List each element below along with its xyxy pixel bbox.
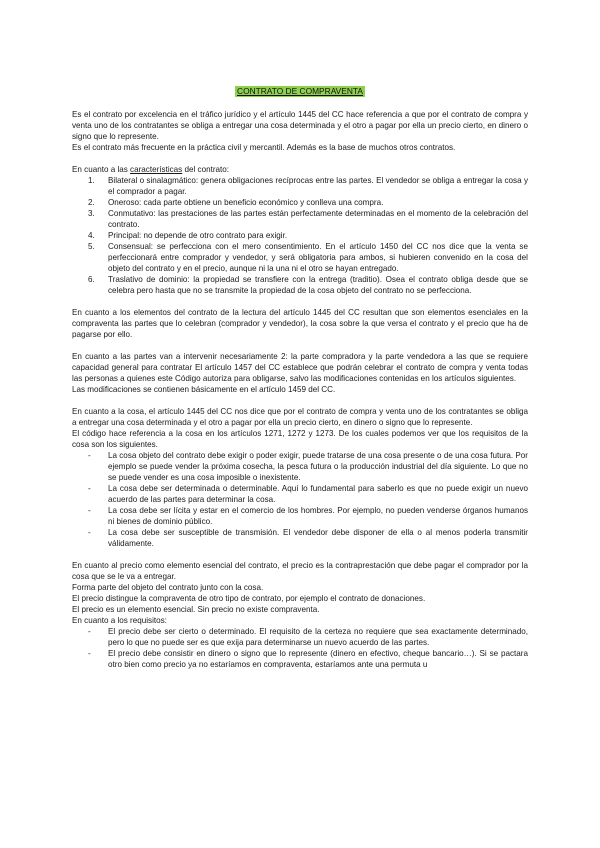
characteristic-item [72,241,528,274]
elements-paragraph: En cuanto a los elementos del contrato de la lectura del artículo 1445 del CC resultan que son elementos esenciales en la compraventa las partes que lo celebran (comprador y vendedor), la cosa sobre la que versa el contrato y el precio que ha de pagarse por ello. [72,308,528,339]
characteristics-list [72,175,528,296]
characteristics-lead-after: del contrato: [182,165,230,174]
thing-requirement-text: La cosa objeto del contrato debe exigir o poder exigir, puede tratarse de una cosa presente o de una cosa futura. Por ejemplo se puede vender la próxima cosecha, la pesca futura o la producción industrial del día siguiente. Lo que no se puede vender es una cosa imposible o inexistente. [108,451,528,482]
thing-requirement-item [72,505,528,527]
spacer [72,296,528,307]
title-row [72,86,528,97]
characteristic-item [72,197,528,208]
thing-requirement-item [72,450,528,483]
price-requirement-text: El precio debe consistir en dinero o signo que lo represente (dinero en efectivo, cheque bancario…). Si se pactara otro bien como precio ya no estaríamos en compraventa, estaríamos ante una permuta u [108,649,528,669]
intro-paragraph-1: Es el contrato por excelencia en el tráfico jurídico y el artículo 1445 del CC hace referencia a que por el contrato de compra y venta uno de los contratantes se obliga a entregar una cosa determinada y el otro a pagar por ella un precio cierto, en dinero o signo que lo represente. [72,110,528,141]
price-paragraph-3: El precio distingue la compraventa de otro tipo de contrato, por ejemplo el contrato de donaciones. [72,594,426,603]
characteristic-text: Bilateral o sinalagmático: genera obligaciones recíprocas entre las partes. El vendedor se obliga a entregar la cosa y el comprador a pagar. [108,176,528,196]
thing-requirements-list [72,450,528,549]
list-dash: - [88,649,91,658]
spacer [72,340,528,351]
list-dash: - [88,627,91,636]
characteristic-item [72,230,528,241]
characteristic-text: Traslativo de dominio: la propiedad se transfiere con la entrega (traditio). Osea el contrato obliga desde que se celebra pero hasta que no se transmite la propiedad de la cosa objeto del contrato no se perfecciona. [108,275,528,295]
list-number: 4. [88,231,95,240]
parties-paragraph-2: Las modificaciones se contienen básicamente en el artículo 1459 del CC. [72,385,336,394]
characteristics-lead-before: En cuanto a las [72,165,131,174]
price-paragraph-1: En cuanto al precio como elemento esencial del contrato, el precio es la contraprestación que debe pagar el comprador por la cosa que se le va a entregar. [72,561,528,581]
thing-requirement-text: La cosa debe ser susceptible de transmisión. El vendedor debe disponer de ella o al menos poderla transmitir válidamente. [108,528,528,548]
characteristic-text: Conmutativo: las prestaciones de las partes están perfectamente determinadas en el momento de la celebración del contrato. [108,209,528,229]
list-dash: - [88,506,91,515]
list-number: 3. [88,209,95,218]
document-title: CONTRATO DE COMPRAVENTA [237,86,363,96]
spacer [72,153,528,164]
spacer [72,395,528,406]
characteristic-item [72,274,528,296]
spacer [72,549,528,560]
list-number: 5. [88,242,95,251]
thing-paragraph-1: En cuanto a la cosa, el artículo 1445 del CC nos dice que por el contrato de compra y venta uno de los contratantes se obliga a entregar una cosa determinada y el otro a pagar por ella un precio cierto, en dinero o signo que lo represente. [72,407,528,427]
price-requirements-list [72,626,528,670]
characteristic-text: Principal: no depende de otro contrato para exigir. [108,231,288,240]
characteristics-lead [72,164,528,175]
characteristic-item [72,175,528,197]
thing-paragraph-2: El código hace referencia a la cosa en los artículos 1271, 1272 y 1273. De los cuales podemos ver que los requisitos de la cosa son los siguientes. [72,429,528,449]
price-requirement-item [72,626,528,648]
list-dash: - [88,484,91,493]
list-number: 2. [88,198,95,207]
price-requirement-text: El precio debe ser cierto o determinado. El requisito de la certeza no requiere que sea exactamente determinado, pero lo que no puede ser es que exija para determinarse un nuevo acuerdo de las partes. [108,627,528,647]
parties-paragraph-1: En cuanto a las partes van a intervenir necesariamente 2: la parte compradora y la parte vendedora a las que se requiere capacidad general para contratar El artículo 1457 del CC establece que podrán celebrar el contrato de compra y venta todas las personas a quienes este Código autoriza para obligarse, salvo las modificaciones contenidas en los artículos siguientes. [72,352,528,383]
price-paragraph-2: Forma parte del objeto del contrato junto con la cosa. [72,583,264,592]
list-dash: - [88,528,91,537]
thing-requirement-item [72,527,528,549]
thing-requirement-text: La cosa debe ser lícita y estar en el comercio de los hombres. Por ejemplo, no pueden venderse órganos humanos ni bienes de dominio público. [108,506,528,526]
characteristic-text: Oneroso: cada parte obtiene un beneficio económico y conlleva una compra. [108,198,384,207]
thing-requirement-text: La cosa debe ser determinada o determinable. Aquí lo fundamental para saberlo es que no puede exigir un nuevo acuerdo de las partes para determinar la cosa. [108,484,528,504]
price-paragraph-4: El precio es un elemento esencial. Sin precio no existe compraventa. [72,605,320,614]
intro-paragraph-2: Es el contrato más frecuente en la práctica civil y mercantil. Además es la base de muchos otros contratos. [72,143,456,152]
thing-requirement-item [72,483,528,505]
characteristics-lead-underlined: características [130,165,183,174]
list-number: 1. [88,176,95,185]
price-paragraph-5: En cuanto a los requisitos: [72,616,167,625]
characteristic-item [72,208,528,230]
list-dash: - [88,451,91,460]
price-requirement-item [72,648,528,670]
characteristic-text: Consensual: se perfecciona con el mero consentimiento. En el artículo 1450 del CC nos dice que la venta se perfeccionará entre comprador y vendedor, y será obligatoria para ambos, si hubieren convenido en la cosa del objeto del contrato y en el precio, aunque ni la una ni el otro se hayan entregado. [108,242,528,273]
list-number: 6. [88,275,95,284]
